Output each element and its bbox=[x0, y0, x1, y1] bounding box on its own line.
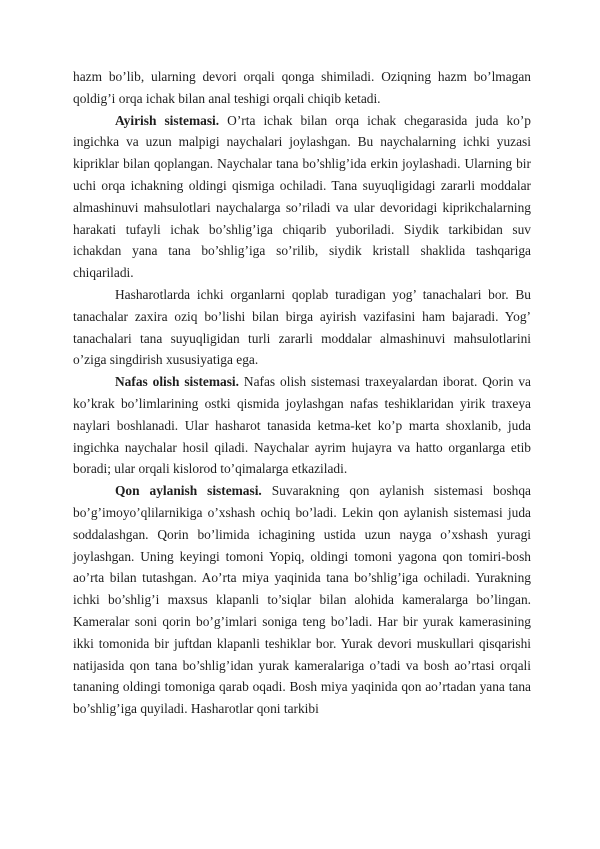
paragraph-text: O’rta ichak bilan orqa ichak chegarasida juda ko’p ingichka va uzun malpigi naychalari joylashgan. Bu naychalarning ichki yuzasi kipriklar bilan qoplangan. Naychalar tana bo’shlig’ida erkin joylashadi. Ularning bir uchi orqa ichakning oldingi qismiga ochiladi. Tana suyuqligidagi zararli moddalar almashinuvi mahsulotlari naychalarga so’riladi va ular devoridagi kiprikchalarning harakati tufayli ichak bo’shlig’iga chiqarib yuboriladi. Siydik tarkibidan suv ichakdan yana tana bo’shlig’iga so’rilib, siydik kristall shaklida tashqariga chiqariladi. bbox=[73, 112, 532, 281]
document-page bbox=[73, 66, 531, 720]
section-heading-respiratory: Nafas olish sistemasi. bbox=[115, 374, 239, 390]
paragraph-respiratory-system bbox=[73, 371, 531, 480]
section-heading-excretory: Ayirish sistemasi. bbox=[115, 112, 220, 128]
paragraph-digestion-end bbox=[73, 66, 531, 110]
paragraph-text: Hasharotlarda ichki organlarni qoplab turadigan yog’ tanachalari bor. Bu tanachalar zaxira oziq bo’lishi bilan birga ayirish vazifasini ham bajaradi. Yog’ tanachalari tana suyuqligidan turli zararli moddalar almashinuvi mahsulotlarini o’ziga singdirish xususiyatiga ega. bbox=[73, 286, 531, 368]
paragraph-text: Suvarakning qon aylanish sistemasi boshqa bo’g’imoyo’qlilarnikiga o’xshash ochiq bo’ladi. Lekin qon aylanish sistemasi juda soddalashgan. Qorin bo’limida ichagining ustida uzun nayga o’xshash yuragi joylashgan. Uning keyingi tomoni Yopiq, oldingi tomoni yagona qon tomiri-bosh ao’rta bilan tutashgan. Ao’rta miya yaqinida tana bo’shlig’iga ochiladi. Yurakning ichki bo’shlig’i maxsus klapanli to’siqlar bilan alohida kameralarga bo’lingan. Kameralar soni qorin bo’g’imlari soniga teng bo’ladi. Har bir yurak kamerasining ikki tomonida bir juftdan klapanli teshiklar bor. Yurak devori muskullari qisqarishi natijasida qon tana bo’shlig’idan yurak kameralariga o’tadi va bosh ao’rtasi orqali tananing oldingi tomoniga qarab oqadi. Bosh miya yaqinida qon ao’rtadan yana tana bo’shlig’iga quyiladi. Hasharotlar qoni tarkibi bbox=[73, 483, 531, 717]
paragraph-text: Nafas olish sistemasi traxeyalardan iborat. Qorin va ko’krak bo’limlarining ostki qismida joylashgan nafas teshiklaridan yirik traxeya naylari boshlanadi. Ular hasharot tanasida ketma-ket ko’p marta shoxlanib, juda ingichka naychalar hosil qiladi. Naychalar ayrim hujayra va hatto organlarga etib boradi; ular orqali kislorod to’qimalarga etkaziladi. bbox=[73, 374, 531, 477]
paragraph-text: hazm bo’lib, ularning devori orqali qonga shimiladi. Oziqning hazm bo’lmagan qoldig’i orqa ichak bilan anal teshigi orqali chiqib ketadi. bbox=[73, 69, 531, 106]
paragraph-circulatory-system bbox=[73, 480, 531, 720]
paragraph-excretory-system bbox=[73, 110, 531, 284]
section-heading-circulatory: Qon aylanish sistemasi. bbox=[115, 483, 262, 499]
paragraph-fat-bodies bbox=[73, 284, 531, 371]
